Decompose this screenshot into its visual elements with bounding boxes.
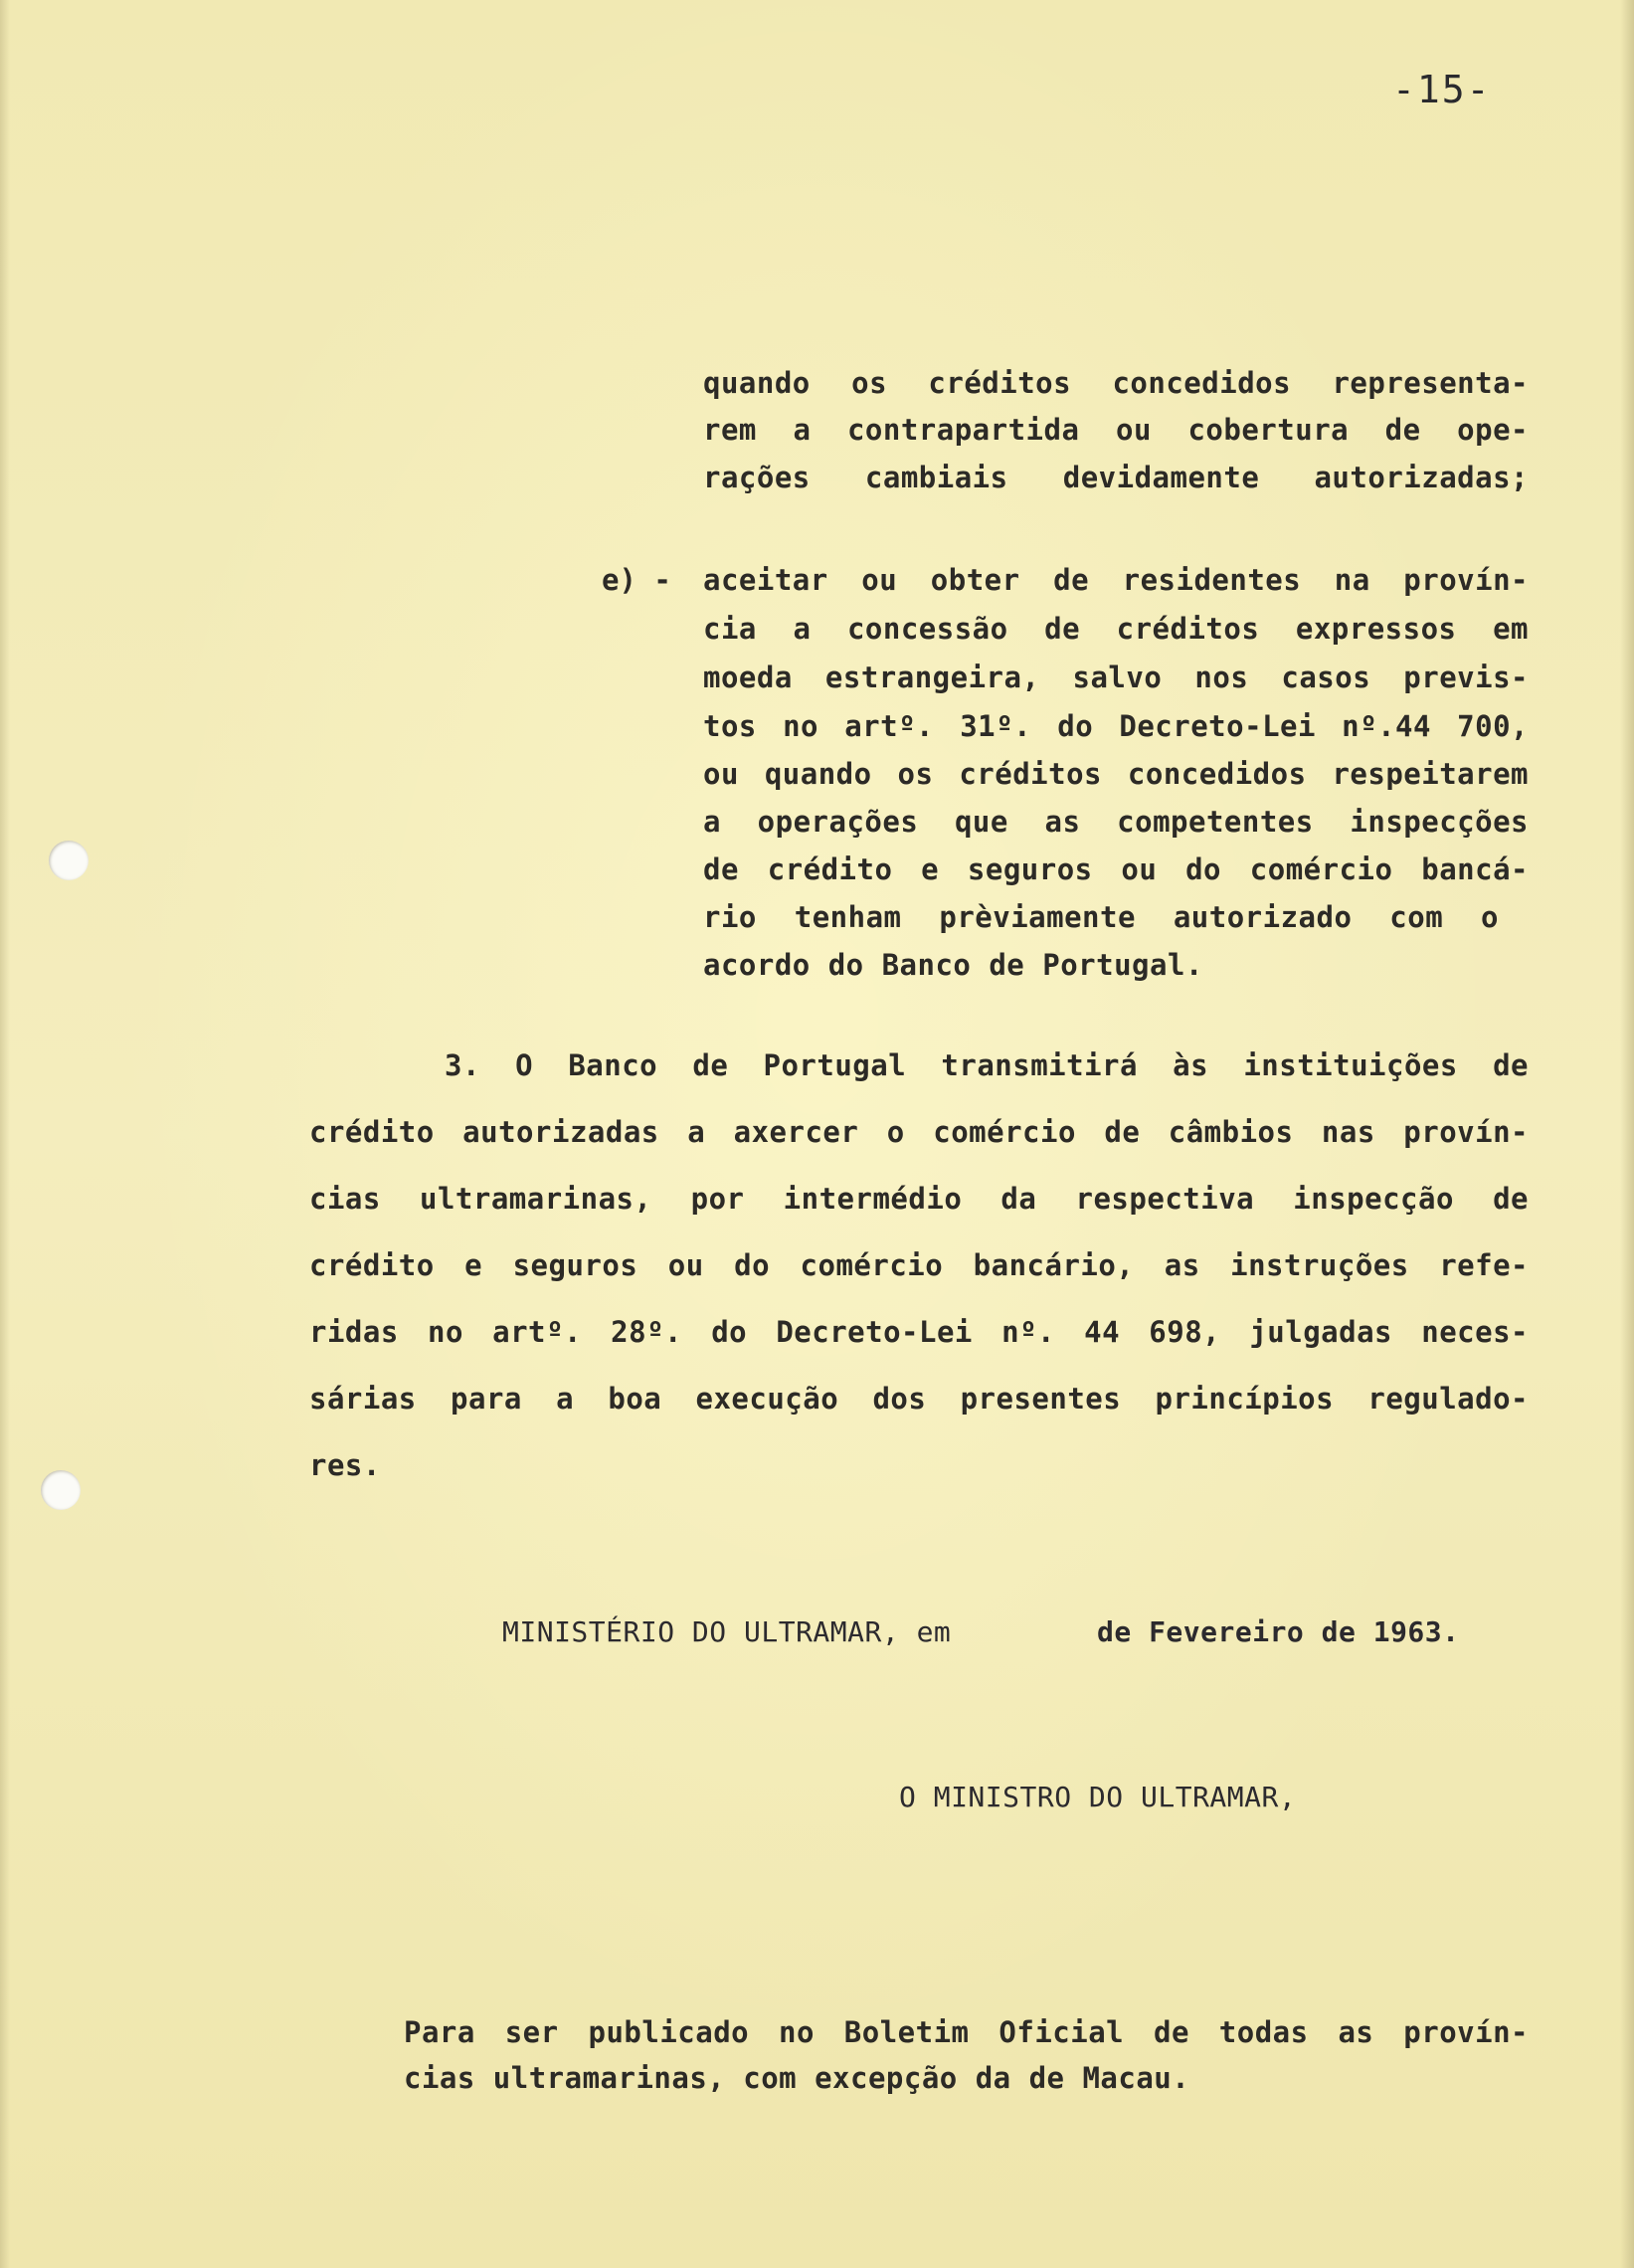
item-e-label: e) -	[602, 563, 671, 597]
publication-note-line-1: Para ser publicado no Boletim Oficial de todas as provín-	[404, 2015, 1529, 2049]
continuation-line-3: rações cambiais devidamente autorizadas;	[703, 461, 1529, 494]
item-e-line-3: moeda estrangeira, salvo nos casos previs-	[703, 661, 1529, 694]
paragraph-3-line-7: res.	[309, 1448, 381, 1482]
paragraph-3-line-6: sárias para a boa execução dos presentes princípios regulado-	[309, 1382, 1529, 1416]
item-e-line-2: cia a concessão de créditos expressos em	[703, 612, 1529, 646]
closing-place: MINISTÉRIO DO ULTRAMAR, em	[502, 1615, 952, 1648]
continuation-line-1: quando os créditos concedidos representa-	[703, 366, 1529, 400]
punch-hole-top	[49, 841, 89, 880]
paragraph-3-line-4: crédito e seguros ou do comércio bancário, as instruções refe-	[309, 1248, 1529, 1282]
item-e-line-9: acordo do Banco de Portugal.	[703, 948, 1203, 982]
continuation-line-2: rem a contrapartida ou cobertura de ope-	[703, 413, 1529, 447]
paragraph-3-line-2: crédito autorizadas a axercer o comércio de câmbios nas provín-	[309, 1115, 1529, 1149]
item-e-line-8: rio tenham prèviamente autorizado com o	[703, 900, 1499, 934]
item-e-line-7: de crédito e seguros ou do comércio bancá-	[703, 852, 1529, 886]
signatory: O MINISTRO DO ULTRAMAR,	[899, 1781, 1297, 1813]
item-e-line-4: tos no artº. 31º. do Decreto-Lei nº.44 700,	[703, 709, 1529, 743]
item-e-line-6: a operações que as competentes inspecções	[703, 805, 1529, 839]
left-edge-shadow	[0, 0, 10, 2268]
right-edge-shadow	[1620, 0, 1634, 2268]
publication-note-line-2: cias ultramarinas, com excepção da de Macau.	[404, 2061, 1190, 2095]
item-e-line-5: ou quando os créditos concedidos respeitarem	[703, 757, 1529, 791]
paragraph-3-line-5: ridas no artº. 28º. do Decreto-Lei nº. 44 698, julgadas neces-	[309, 1315, 1529, 1349]
closing-date: de Fevereiro de 1963.	[1097, 1615, 1460, 1648]
page-number: -15-	[1392, 68, 1492, 111]
item-e-line-1: aceitar ou obter de residentes na provín-	[703, 563, 1529, 597]
paragraph-3-line-3: cias ultramarinas, por intermédio da respectiva inspecção de	[309, 1182, 1529, 1216]
paragraph-3-line-1: 3. O Banco de Portugal transmitirá às instituições de	[445, 1048, 1529, 1082]
punch-hole-bottom	[41, 1470, 81, 1510]
